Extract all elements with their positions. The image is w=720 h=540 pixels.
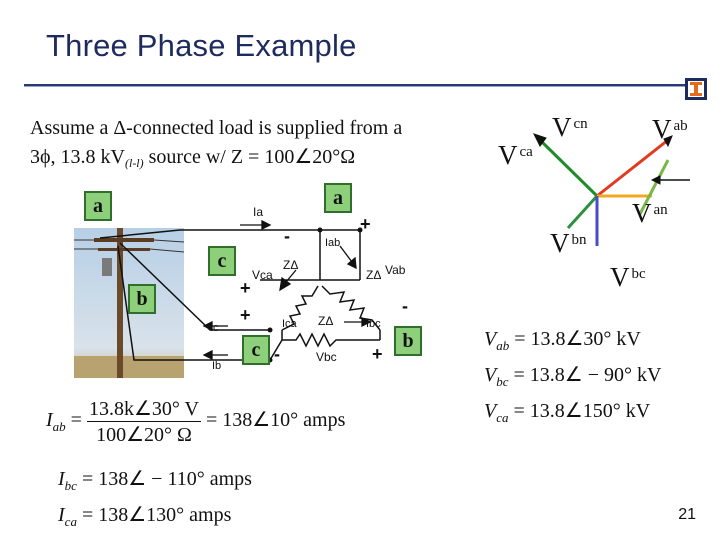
voltage-eq-vab-sub: ab <box>496 338 510 353</box>
current-eq-iab-fraction <box>87 396 201 447</box>
node-label-b-left: b <box>128 284 156 314</box>
current-eq-ibc-rhs: = 138∠ − 110° amps <box>81 468 252 490</box>
phasor-vca-base: V <box>498 140 518 170</box>
phasor-vcn-sub: cn <box>573 116 588 132</box>
label-ia: Ia <box>253 205 264 219</box>
current-eq-ibc-var: I <box>58 468 65 490</box>
sign-minus-right: - <box>402 296 408 316</box>
phasor-vbn-base: V <box>550 228 570 258</box>
phasor-vbc-sub: bc <box>631 266 646 282</box>
phasor-label-vca <box>498 140 533 171</box>
current-eq-ica <box>58 502 231 530</box>
current-eq-ica-rhs: = 138∠130° amps <box>81 504 232 526</box>
phasor-label-vcn <box>552 112 588 143</box>
slide-number: 21 <box>678 506 696 523</box>
voltage-eq-vbc-var: V <box>484 364 497 386</box>
node-label-c-lower: c <box>242 335 270 365</box>
phasor-label-vbn <box>550 228 587 259</box>
current-eq-ibc-sub: bc <box>64 478 77 493</box>
voltage-eq-vca-var: V <box>484 400 497 422</box>
voltage-eq-vca-sub: ca <box>496 410 509 425</box>
phasor-label-van <box>632 198 668 229</box>
node-label-a-left: a <box>84 191 112 221</box>
sign-minus-top: - <box>284 226 290 246</box>
voltage-eq-vbc <box>484 362 661 390</box>
phasor-van-sub: an <box>653 202 668 218</box>
intro-line-2-suffix: source w/ Z = 100∠20°Ω <box>143 146 356 168</box>
node-label-a-right: a <box>324 183 352 213</box>
label-ibc: Ibc <box>366 318 381 330</box>
label-z-right: ZΔ <box>366 268 382 282</box>
current-eq-iab-rhs: = 138∠10° amps <box>205 409 346 432</box>
current-eq-iab-var: I <box>46 409 53 432</box>
current-eq-iab-denominator: 100∠20° Ω <box>96 424 192 446</box>
phasor-van-base: V <box>632 198 652 228</box>
label-vca: Vca <box>252 268 273 282</box>
voltage-eq-vca <box>484 398 650 426</box>
sign-minus-bottom: - <box>274 344 280 364</box>
phasor-vbn-sub: bn <box>571 232 587 248</box>
slide-title: Three Phase Example <box>46 28 357 63</box>
phasor-vca-sub: ca <box>519 144 533 160</box>
label-iab: Iab <box>325 237 341 249</box>
current-eq-iab-sub: ab <box>52 419 66 435</box>
voltage-eq-vab-var: V <box>484 328 497 350</box>
phasor-vab-sub: ab <box>673 118 688 134</box>
phasor-label-vab <box>652 114 688 145</box>
intro-line-1: Assume a Δ-connected load is supplied from a <box>30 117 403 139</box>
label-vbc: Vbc <box>316 350 337 364</box>
current-eq-ica-var: I <box>58 504 65 526</box>
voltage-eq-vbc-rhs: = 13.8∠ − 90° kV <box>513 364 662 386</box>
current-eq-ibc <box>58 466 252 494</box>
voltage-eq-vbc-sub: bc <box>496 374 509 389</box>
phasor-vcn-base: V <box>552 112 572 142</box>
voltage-eq-vab-rhs: = 13.8∠30° kV <box>514 328 641 350</box>
voltage-eq-vab <box>484 326 641 354</box>
sign-plus-lower: + <box>240 305 251 325</box>
sign-plus-top: + <box>360 214 371 234</box>
current-eq-iab-numerator: 13.8k∠30° V <box>88 398 199 420</box>
intro-line-2-subscript: (l-l) <box>124 156 144 170</box>
phasor-vab-base: V <box>652 114 672 144</box>
current-eq-ica-sub: ca <box>64 514 77 529</box>
label-ic: Ic <box>210 322 219 334</box>
label-vab: Vab <box>385 263 406 277</box>
sign-plus-bottom: + <box>372 344 383 364</box>
voltage-eq-vca-rhs: = 13.8∠150° kV <box>513 400 651 422</box>
label-z-left: ZΔ <box>283 258 299 272</box>
sign-plus-left: + <box>240 278 251 298</box>
phasor-vbc-base: V <box>610 262 630 292</box>
intro-line-2-prefix: 3ϕ, 13.8 kV <box>30 146 125 168</box>
current-eq-iab <box>46 396 345 447</box>
label-ica: Ica <box>282 318 297 330</box>
label-ib: Ib <box>212 360 222 372</box>
current-eq-iab-equals: = <box>70 409 82 432</box>
label-z-bottom: ZΔ <box>318 314 334 328</box>
node-label-c-upper: c <box>208 246 236 276</box>
phasor-label-vbc <box>610 262 646 293</box>
node-label-b-right: b <box>394 326 422 356</box>
